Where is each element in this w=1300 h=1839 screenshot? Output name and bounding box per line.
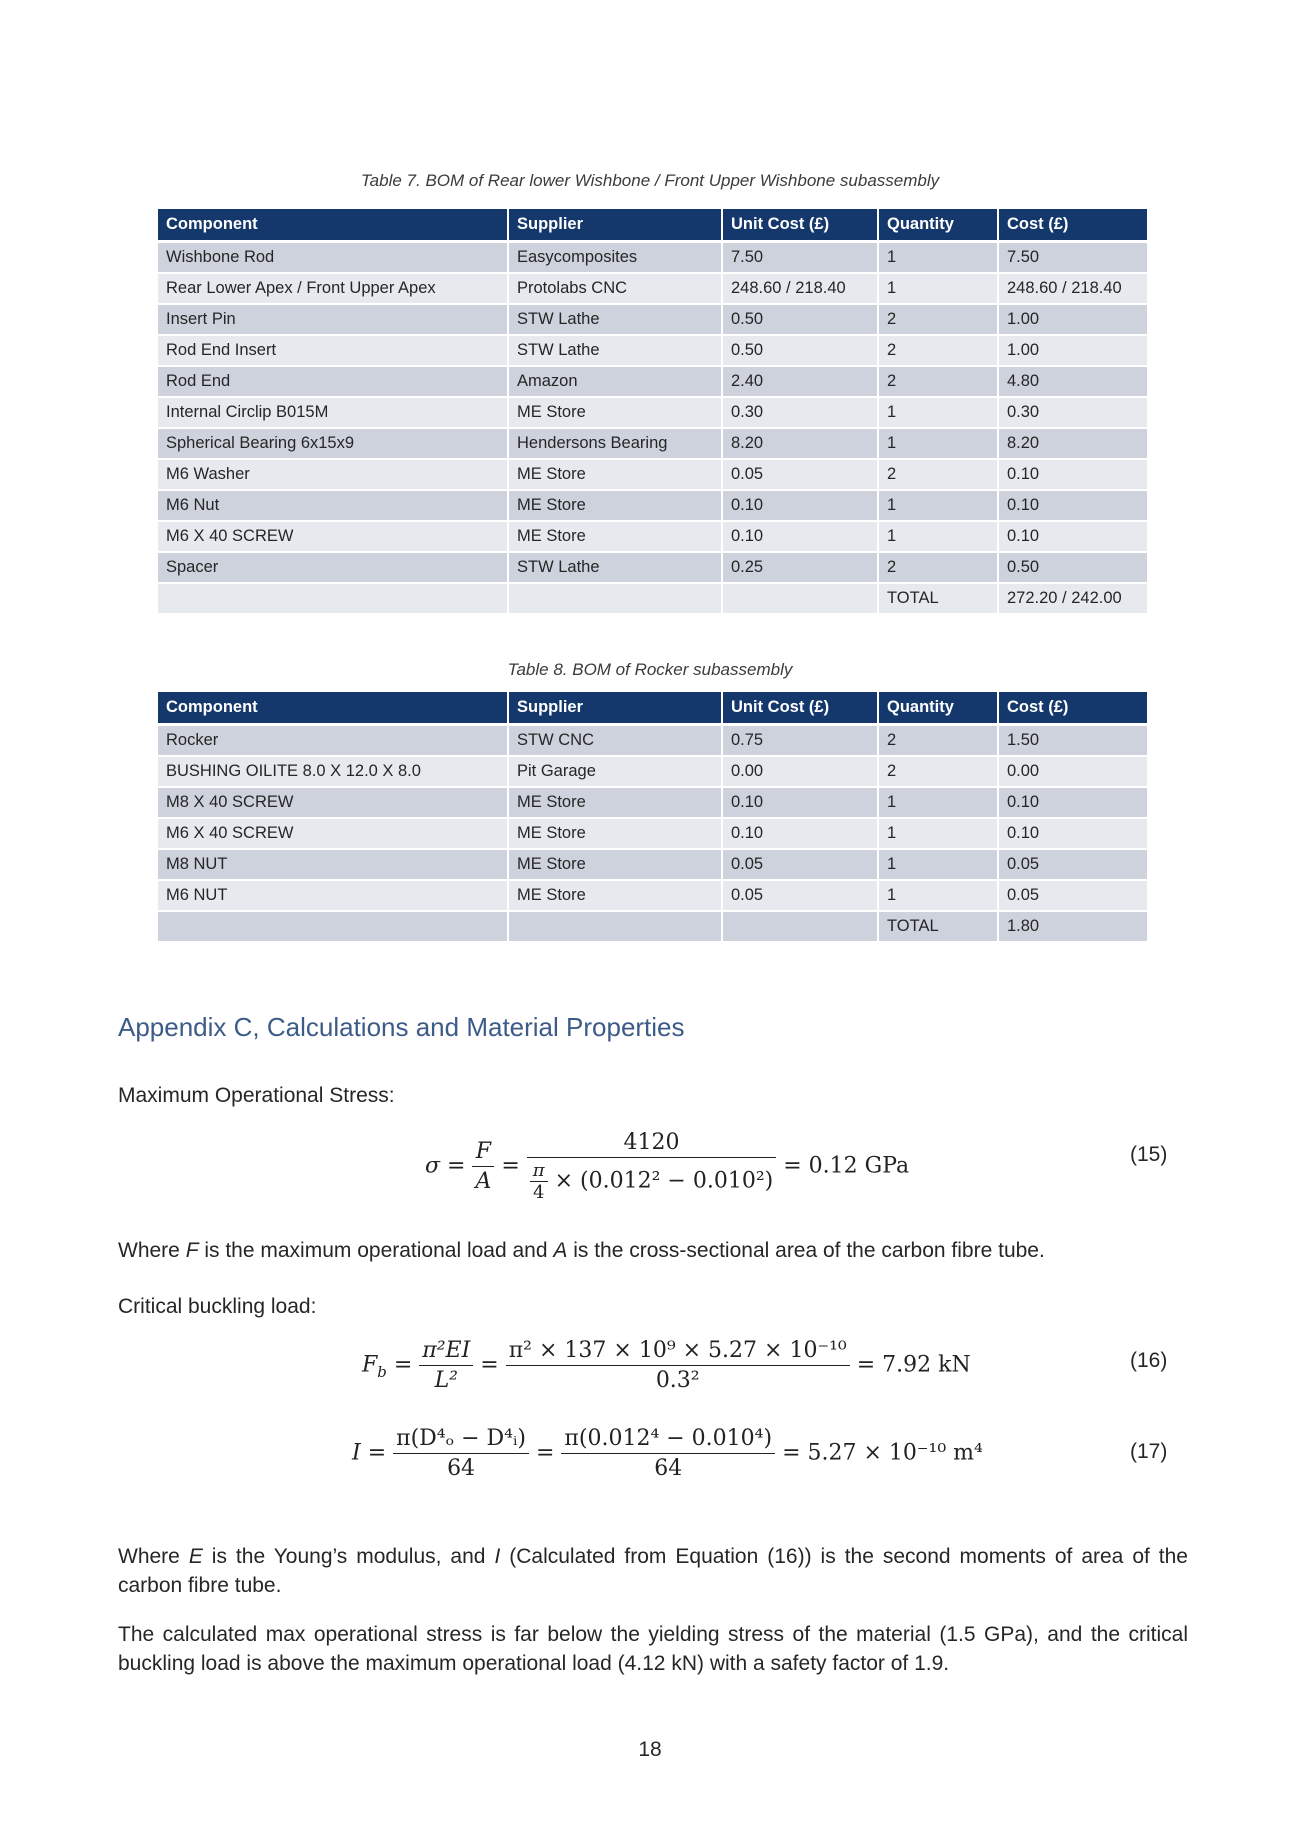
table-cell: [723, 912, 879, 943]
table-cell: M6 Washer: [158, 460, 509, 491]
table-row: [158, 522, 1147, 553]
symbol-i: I: [494, 1545, 501, 1568]
table-cell: M6 X 40 SCREW: [158, 522, 509, 553]
table-cell: ME Store: [509, 819, 723, 850]
table-cell: ME Store: [509, 788, 723, 819]
table-row: [158, 336, 1147, 367]
eq15-f2-num: 4120: [623, 1130, 680, 1155]
table-cell: ME Store: [509, 398, 723, 429]
column-header: Quantity: [879, 209, 999, 243]
table-cell: 1: [879, 850, 999, 881]
table-cell: [509, 584, 723, 615]
table8-caption: Table 8. BOM of Rocker subassembly: [507, 660, 793, 679]
table-cell: 1: [879, 398, 999, 429]
table-row: [158, 429, 1147, 460]
table-cell: 0.10: [723, 819, 879, 850]
eq16-lhs: F: [362, 1352, 378, 1378]
table-cell: 0.05: [723, 881, 879, 912]
table-cell: 1: [879, 243, 999, 274]
table-row: [158, 305, 1147, 336]
table-cell: 8.20: [723, 429, 879, 460]
table-cell: 0.10: [723, 491, 879, 522]
table-cell: M6 X 40 SCREW: [158, 819, 509, 850]
table-cell: TOTAL: [879, 584, 999, 615]
table-cell: TOTAL: [879, 912, 999, 943]
table-cell: BUSHING OILITE 8.0 X 12.0 X 8.0: [158, 757, 509, 788]
table-cell: Spacer: [158, 553, 509, 584]
table-cell: [723, 584, 879, 615]
table-cell: 272.20 / 242.00: [999, 584, 1147, 615]
column-header: Supplier: [509, 209, 723, 243]
table-cell: Spherical Bearing 6x15x9: [158, 429, 509, 460]
table-cell: 1.00: [999, 336, 1147, 367]
eq15-number: (15): [1130, 1143, 1168, 1166]
table-cell: ME Store: [509, 491, 723, 522]
table-cell: 1: [879, 429, 999, 460]
table-cell: 248.60 / 218.40: [723, 274, 879, 305]
table-cell: ME Store: [509, 881, 723, 912]
eq16-result: = 7.92 kN: [856, 1352, 971, 1378]
column-header: Unit Cost (£): [723, 692, 879, 726]
eq15-f1-num: F: [475, 1139, 492, 1164]
table-cell: Rod End: [158, 367, 509, 398]
table-cell: 4.80: [999, 367, 1147, 398]
table-cell: Easycomposites: [509, 243, 723, 274]
table-cell: 2: [879, 553, 999, 584]
table-row: [158, 912, 1147, 943]
table-cell: 0.10: [723, 788, 879, 819]
eq15-fraction-1: [472, 1139, 494, 1194]
table-row: [158, 850, 1147, 881]
table-row: [158, 274, 1147, 305]
eq15-f2-den-rest: × (0.012² − 0.010²): [554, 1168, 774, 1194]
table-cell: 0.05: [723, 850, 879, 881]
table-cell: Rear Lower Apex / Front Upper Apex: [158, 274, 509, 305]
column-header: Supplier: [509, 692, 723, 726]
table-cell: [509, 912, 723, 943]
table7-caption: Table 7. BOM of Rear lower Wishbone / Front Upper Wishbone subassembly: [360, 171, 940, 190]
table-cell: 0.05: [999, 881, 1147, 912]
max-stress-label: Maximum Operational Stress:: [118, 1084, 395, 1107]
table-cell: 1: [879, 819, 999, 850]
eq17-lhs: I: [352, 1440, 361, 1466]
table-cell: Insert Pin: [158, 305, 509, 336]
table-cell: STW CNC: [509, 726, 723, 757]
bom-table-rear-lower-wishbone: [158, 209, 1147, 615]
table-cell: 2: [879, 460, 999, 491]
table-cell: 1.50: [999, 726, 1147, 757]
table-cell: Protolabs CNC: [509, 274, 723, 305]
table-row: [158, 491, 1147, 522]
table-cell: 0.00: [723, 757, 879, 788]
eq15-f1-den: A: [475, 1169, 492, 1194]
table-row: [158, 243, 1147, 274]
eq15-pi-over-4: [530, 1160, 548, 1203]
table-cell: 0.10: [723, 522, 879, 553]
bom-table-rocker: [158, 692, 1147, 943]
symbol-e: E: [188, 1545, 203, 1568]
table-cell: 0.50: [723, 336, 879, 367]
table-cell: Rocker: [158, 726, 509, 757]
table-cell: Wishbone Rod: [158, 243, 509, 274]
equation-15: σ = $\frac{F}{A}$ = 4120 $\frac{\pi}{4}$ × (0.012² − 0.010²) = 0.12 GPa: [425, 1130, 910, 1203]
table-row: [158, 584, 1147, 615]
table-cell: [158, 912, 509, 943]
text-run: is the Young’s modulus, and: [202, 1545, 495, 1568]
table-cell: 1: [879, 274, 999, 305]
table-row: [158, 398, 1147, 429]
eq17-f1-den: 64: [393, 1453, 529, 1481]
text-run: is the cross-sectional area of the carbon fibre tube.: [567, 1239, 1045, 1262]
table-row: [158, 788, 1147, 819]
table-cell: Internal Circlip B015M: [158, 398, 509, 429]
table-cell: M6 NUT: [158, 881, 509, 912]
table-cell: Hendersons Bearing: [509, 429, 723, 460]
table-cell: 1.80: [999, 912, 1147, 943]
table-cell: ME Store: [509, 460, 723, 491]
table-cell: ME Store: [509, 850, 723, 881]
eq17-f1-num: π(D⁴ₒ − D⁴ᵢ): [396, 1426, 526, 1451]
table-cell: 0.30: [999, 398, 1147, 429]
table-cell: 2: [879, 367, 999, 398]
column-header: Cost (£): [999, 692, 1147, 726]
column-header: Cost (£): [999, 209, 1147, 243]
column-header: Unit Cost (£): [723, 209, 879, 243]
eq16-f1-den: L²: [434, 1368, 458, 1393]
eq16-f1-num: π²EI: [422, 1338, 471, 1363]
eq17-fraction-1: [393, 1426, 529, 1481]
column-header: Component: [158, 209, 509, 243]
table-cell: 7.50: [723, 243, 879, 274]
table-cell: 0.05: [723, 460, 879, 491]
eq17-fraction-2: [561, 1426, 775, 1481]
eq15-lhs: σ: [425, 1153, 441, 1179]
eq17-f2-num: π(0.012⁴ − 0.010⁴): [564, 1426, 773, 1451]
table-cell: STW Lathe: [509, 305, 723, 336]
table-cell: 0.50: [999, 553, 1147, 584]
table-row: [158, 881, 1147, 912]
table-cell: Amazon: [509, 367, 723, 398]
table-cell: 0.50: [723, 305, 879, 336]
table-cell: 0.25: [723, 553, 879, 584]
table-row: [158, 819, 1147, 850]
buckling-label: Critical buckling load:: [118, 1295, 317, 1318]
eq16-number: (16): [1130, 1349, 1168, 1372]
table-cell: 0.10: [999, 460, 1147, 491]
table-cell: 0.10: [999, 788, 1147, 819]
table-cell: 2: [879, 726, 999, 757]
table-cell: M6 Nut: [158, 491, 509, 522]
column-header: Component: [158, 692, 509, 726]
eq15-fraction-2: [527, 1130, 776, 1203]
table-cell: STW Lathe: [509, 553, 723, 584]
page-number: 18: [638, 1738, 662, 1761]
table-cell: 0.10: [999, 491, 1147, 522]
eq16-f2-num: π² × 137 × 10⁹ × 5.27 × 10⁻¹⁰: [508, 1338, 847, 1363]
eq15-result: = 0.12 GPa: [783, 1153, 910, 1179]
symbol-f: F: [185, 1239, 199, 1262]
table-cell: [158, 584, 509, 615]
table-cell: 2: [879, 757, 999, 788]
table-cell: 8.20: [999, 429, 1147, 460]
equation-16: $F_b$ = $\frac{\text{π²EI}}{\text{L²}}$ = $\frac{\text{π² × 137 × 10⁹ × 5.27 × 10⁻¹⁰}}{\text{0.3²}}$ = 7.92 kN: [362, 1338, 971, 1393]
table-cell: 0.10: [999, 522, 1147, 553]
table-row: [158, 367, 1147, 398]
eq15-f2-den: [527, 1157, 776, 1203]
table-cell: 0.05: [999, 850, 1147, 881]
eq16-fraction-2: [506, 1338, 850, 1393]
eq17-f2-den: 64: [561, 1453, 775, 1481]
table-header-row: [158, 209, 1147, 243]
table-cell: 0.30: [723, 398, 879, 429]
table-cell: M8 NUT: [158, 850, 509, 881]
eq15-pi: π: [532, 1160, 545, 1181]
table-cell: STW Lathe: [509, 336, 723, 367]
eq15-four: 4: [530, 1181, 548, 1203]
table-row: [158, 460, 1147, 491]
table-cell: 0.75: [723, 726, 879, 757]
eq17-number: (17): [1130, 1440, 1168, 1463]
table-cell: 1.00: [999, 305, 1147, 336]
text-run: Where: [118, 1545, 189, 1568]
table-header-row: [158, 692, 1147, 726]
table-cell: 7.50: [999, 243, 1147, 274]
table-cell: 0.10: [999, 819, 1147, 850]
table-cell: 1: [879, 881, 999, 912]
appendix-heading: Appendix C, Calculations and Material Properties: [118, 1012, 685, 1042]
text-run: Where: [118, 1239, 186, 1262]
table-cell: Pit Garage: [509, 757, 723, 788]
where-f-paragraph: [118, 1236, 1188, 1265]
table-cell: 1: [879, 491, 999, 522]
eq16-f2-den: 0.3²: [506, 1365, 850, 1393]
symbol-a: A: [553, 1239, 568, 1262]
column-header: Quantity: [879, 692, 999, 726]
table-cell: ME Store: [509, 522, 723, 553]
eq16-fraction-1: [419, 1338, 473, 1393]
table-cell: 248.60 / 218.40: [999, 274, 1147, 305]
table-cell: 1: [879, 522, 999, 553]
text-run: (Calculated from Equation (16)) is the second moments of area of the carbon fibre tube.: [118, 1545, 1188, 1597]
eq17-result: = 5.27 × 10⁻¹⁰ m⁴: [782, 1440, 983, 1466]
eq16-lhs-sub: b: [377, 1362, 387, 1381]
table-row: [158, 553, 1147, 584]
table-cell: 2: [879, 336, 999, 367]
table-row: [158, 757, 1147, 788]
conclusion-paragraph: The calculated max operational stress is far below the yielding stress of the material (1.5 GPa), and the critical buckling load is above the maximum operational load (4.12 kN) with a safety factor of 1.9.: [118, 1623, 1188, 1675]
table-cell: 0.00: [999, 757, 1147, 788]
table-cell: 1: [879, 788, 999, 819]
where-e-paragraph: [118, 1542, 1188, 1600]
table-cell: 2.40: [723, 367, 879, 398]
text-run: is the maximum operational load and: [198, 1239, 554, 1262]
table-cell: 2: [879, 305, 999, 336]
table-row: [158, 726, 1147, 757]
table-cell: M8 X 40 SCREW: [158, 788, 509, 819]
equation-17: I = $\frac{\text{π(D⁴ₒ − D⁴ᵢ)}}{64}$ = $\frac{\text{π(0.012⁴ − 0.010⁴)}}{64}$ = 5.27 × 10⁻¹⁰ m⁴: [352, 1426, 983, 1481]
table-cell: Rod End Insert: [158, 336, 509, 367]
